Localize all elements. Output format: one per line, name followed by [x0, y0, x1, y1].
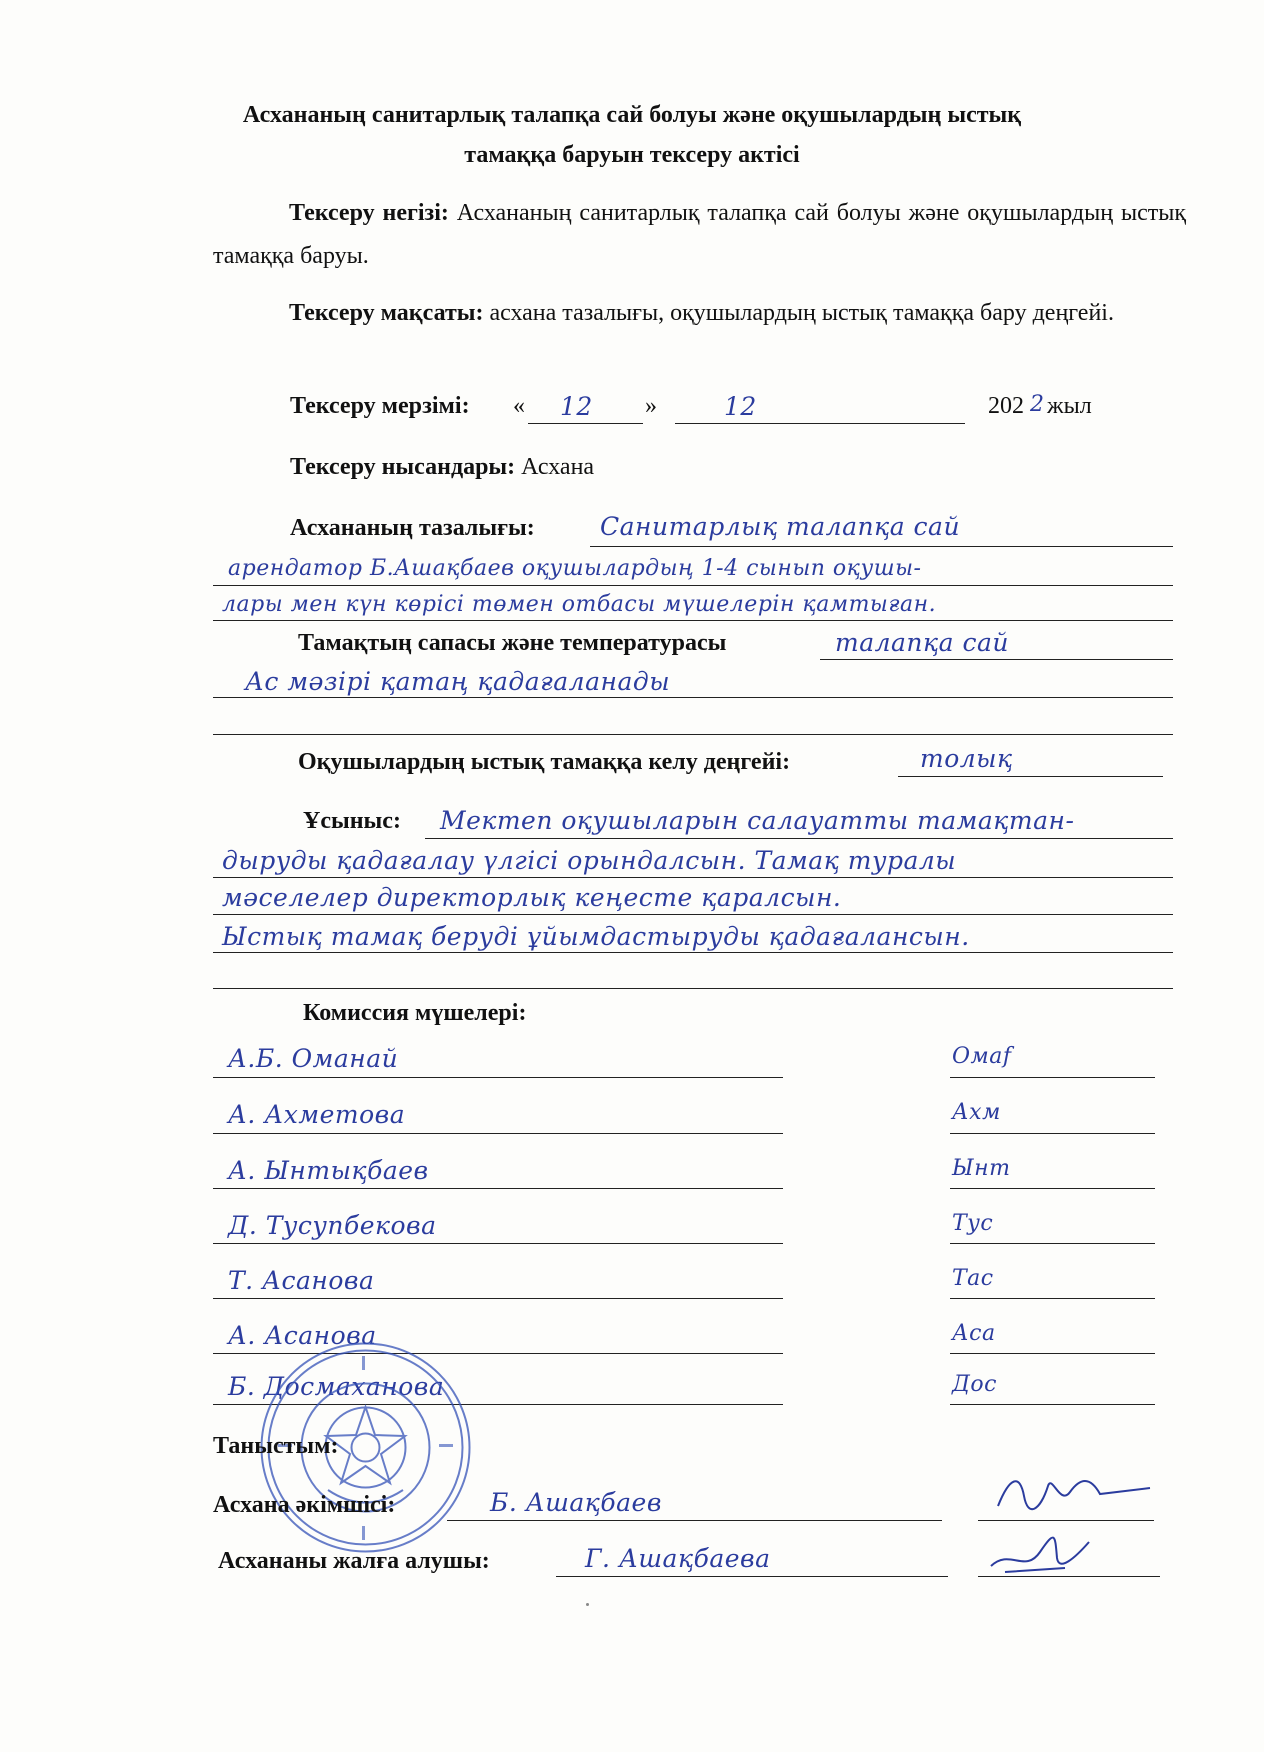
member-signature: Тас	[952, 1266, 994, 1291]
clean-hw-1: Санитарлық талапқа сай	[600, 512, 961, 541]
member-name-line	[213, 1077, 783, 1078]
purpose-text: асхана тазалығы, оқушылардың ыстық тамаққа бару деңгейі.	[489, 300, 1114, 326]
objects-label-text: Тексеру нысандары:	[290, 454, 516, 480]
date-label: Тексеру мерзімі:	[290, 393, 470, 419]
head-name: Б. Ашақбаев	[490, 1488, 662, 1517]
basis-label: Тексеру негізі:	[289, 200, 449, 226]
rec-line-2	[213, 877, 1173, 878]
quality-line-2	[213, 697, 1173, 698]
date-month-value: 12	[724, 392, 757, 421]
member-name: Д. Тусупбекова	[228, 1211, 437, 1240]
scan-speck	[586, 1603, 589, 1606]
date-day-line	[528, 423, 643, 424]
member-name: А. Асанова	[228, 1321, 377, 1350]
member-signature-line	[950, 1404, 1155, 1405]
title-line-2: тамаққа баруын тексеру актісі	[464, 142, 800, 168]
member-signature: Ахм	[952, 1100, 1001, 1125]
clean-hw-3: лары мен күн көрісі төмен отбасы мүшелерін қамтыған.	[222, 592, 937, 617]
date-month-line	[675, 423, 965, 424]
level-hw: толық	[920, 744, 1013, 773]
member-signature-line	[950, 1353, 1155, 1354]
date-year-prefix: 202	[988, 393, 1024, 419]
commission-label: Комиссия мүшелері:	[303, 1000, 527, 1026]
clean-line-2	[213, 585, 1173, 586]
rec-line-1	[425, 838, 1173, 839]
member-signature: Дос	[952, 1372, 997, 1397]
member-name: А. Ынтықбаев	[228, 1156, 429, 1185]
member-signature-line	[950, 1133, 1155, 1134]
acquainted-label: Таныстым:	[213, 1433, 339, 1459]
rec-hw-2: дыруды қадағалау үлгісі орындалсын. Тамақ туралы	[222, 846, 957, 875]
date-year-suffix: жыл	[1047, 393, 1092, 419]
member-name: А. Ахметова	[228, 1100, 406, 1129]
date-close-quote: »	[645, 393, 657, 419]
member-name-line	[213, 1243, 783, 1244]
member-signature-line	[950, 1243, 1155, 1244]
clean-hw-2: арендатор Б.Ашақбаев оқушылардың 1-4 сынып оқушы-	[228, 556, 922, 581]
basis-paragraph	[213, 192, 1186, 278]
tenant-name: Г. Ашақбаева	[585, 1544, 771, 1573]
member-name-line	[213, 1298, 783, 1299]
member-signature-line	[950, 1077, 1155, 1078]
objects-text: Асхана	[521, 454, 595, 480]
basis-text: Асхананың санитарлық талапқа сай болуы және оқушылардың ыстық тамаққа баруы.	[213, 200, 1187, 269]
clean-label: Асхананың тазалығы:	[290, 515, 535, 541]
head-name-line	[447, 1520, 942, 1521]
member-signature: Ынт	[952, 1156, 1011, 1181]
head-label: Асхана әкімшісі:	[213, 1492, 396, 1518]
clean-line-3	[213, 620, 1173, 621]
quality-hw-1: талапқа сай	[835, 628, 1010, 657]
member-signature: Аса	[952, 1321, 996, 1346]
title-line-1: Асхананың санитарлық талапқа сай болуы және оқушылардың ыстық	[242, 102, 1022, 128]
tenant-label: Асхананы жалға алушы:	[218, 1548, 490, 1574]
quality-hw-2: Ас мәзірі қатаң қадағаланады	[245, 667, 671, 696]
rec-hw-3: мәселелер директорлық кеңесте қаралсын.	[222, 883, 842, 912]
member-name: Т. Асанова	[228, 1266, 375, 1295]
quality-line-3	[213, 734, 1173, 735]
document-title	[150, 95, 1114, 175]
member-name-line	[213, 1188, 783, 1189]
purpose-paragraph	[213, 292, 1186, 335]
rec-hw-1: Мектеп оқушыларын салауатты тамақтан-	[440, 806, 1075, 835]
head-signature-icon	[990, 1466, 1160, 1522]
date-open-quote: «	[513, 393, 525, 419]
purpose-label: Тексеру мақсаты:	[289, 300, 484, 326]
rec-hw-4: Ыстық тамақ беруді ұйымдастыруды қадағалансын.	[222, 922, 970, 951]
tenant-signature-icon	[985, 1528, 1095, 1584]
member-name-line	[213, 1133, 783, 1134]
member-name: А.Б. Оманай	[228, 1044, 399, 1073]
member-signature: Омаf	[952, 1044, 1012, 1069]
quality-label: Тамақтың сапасы және температурасы	[298, 630, 727, 656]
level-line	[898, 776, 1163, 777]
date-day-value: 12	[560, 392, 593, 421]
level-label: Оқушылардың ыстық тамаққа келу деңгейі:	[298, 749, 791, 775]
member-signature-line	[950, 1188, 1155, 1189]
date-year-digit: 2	[1030, 392, 1045, 417]
member-name: Б. Досмаханова	[228, 1372, 445, 1401]
rec-label: Ұсыныс:	[303, 808, 401, 834]
objects-label	[290, 454, 594, 481]
rec-line-4	[213, 952, 1173, 953]
member-signature: Тус	[952, 1211, 994, 1236]
quality-line-1	[820, 659, 1173, 660]
rec-line-5	[213, 988, 1173, 989]
member-signature-line	[950, 1298, 1155, 1299]
rec-line-3	[213, 914, 1173, 915]
clean-line-1	[590, 546, 1173, 547]
tenant-name-line	[556, 1576, 948, 1577]
